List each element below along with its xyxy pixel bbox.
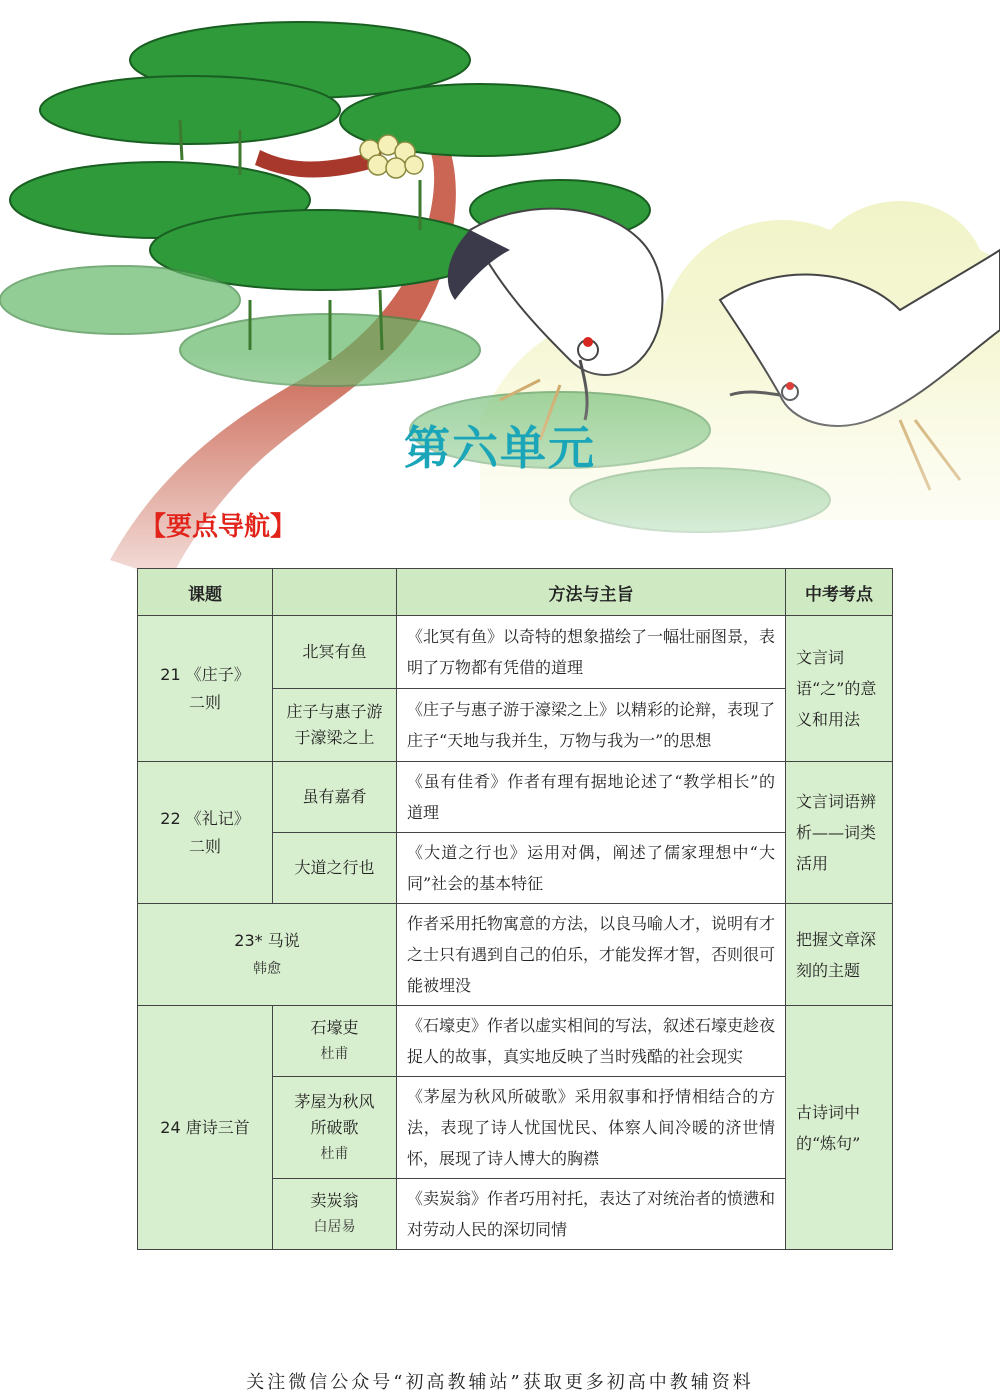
sub-title: 虽有嘉肴 xyxy=(302,787,367,806)
table-row xyxy=(138,616,893,689)
table-row xyxy=(138,1006,893,1077)
header-method: 方法与主旨 xyxy=(397,569,786,616)
desc-cell xyxy=(397,1006,786,1077)
lesson-cell xyxy=(138,762,273,904)
desc-text: 作者采用托物寓意的方法，以良马喻人才，说明有才之士只有遇到自己的伯乐，才能发挥才智，否则很可能被埋没 xyxy=(407,914,776,995)
desc-text: 《庄子与惠子游于濠梁之上》以精彩的论辩，表现了庄子“天地与我并生，万物与我为一”的思想 xyxy=(407,700,776,750)
sub-author: 杜甫 xyxy=(320,1145,349,1162)
desc-text: 《大道之行也》运用对偶，阐述了儒家理想中“大同”社会的基本特征 xyxy=(407,843,775,893)
table-row xyxy=(138,762,893,833)
sub-title: 卖炭翁 xyxy=(310,1191,359,1210)
sub-title: 庄子与惠子游于濠梁之上 xyxy=(286,702,383,747)
desc-cell xyxy=(397,689,786,762)
sub-title-cell xyxy=(273,833,397,904)
sub-title-cell xyxy=(273,616,397,689)
sub-title: 石壕吏 xyxy=(310,1018,359,1037)
exam-cell: 古诗词中的“炼句” xyxy=(786,1006,893,1250)
lesson-line: 二则 xyxy=(188,692,221,712)
desc-cell xyxy=(397,1077,786,1179)
lesson-line: 22 《礼记》 xyxy=(160,808,250,828)
desc-text: 《北冥有鱼》以奇特的想象描绘了一幅壮丽图景，表明了万物都有凭借的道理 xyxy=(407,627,776,677)
sub-title-cell xyxy=(273,762,397,833)
desc-cell xyxy=(397,762,786,833)
desc-cell xyxy=(397,833,786,904)
lesson-title: 23* 马说 xyxy=(234,930,300,950)
sub-author: 白居易 xyxy=(313,1219,356,1235)
sub-title-cell xyxy=(273,689,397,762)
table-row xyxy=(138,904,893,1006)
sub-title-cell xyxy=(273,1006,397,1077)
lesson-line: 二则 xyxy=(188,836,221,856)
sub-title-cell xyxy=(273,1077,397,1179)
sub-author: 杜甫 xyxy=(320,1046,349,1062)
unit-title: 第六单元 xyxy=(404,421,596,475)
desc-cell xyxy=(397,904,786,1006)
sub-title: 茅屋为秋风所破歌 xyxy=(294,1091,375,1137)
lesson-author: 韩愈 xyxy=(253,960,281,977)
lesson-cell xyxy=(138,904,397,1006)
header-blank xyxy=(273,569,397,616)
sub-title-cell xyxy=(273,1179,397,1250)
table-header-row xyxy=(138,569,893,616)
nav-heading: 【要点导航】 xyxy=(140,512,297,542)
header-exam: 中考考点 xyxy=(786,569,893,616)
footer-note: 关注微信公众号“初高教辅站”获取更多初高中教辅资料 xyxy=(246,1372,754,1393)
desc-text: 《茅屋为秋风所破歌》采用叙事和抒情相结合的方法，表现了诗人忧国忧民、体察人间冷暖的济世情怀，展现了诗人博大的胸襟 xyxy=(407,1087,775,1168)
lesson-cell: 24 唐诗三首 xyxy=(138,1006,273,1250)
key-points-table xyxy=(137,568,893,1250)
header-lesson: 课题 xyxy=(138,569,273,616)
desc-text: 《石壕吏》作者以虚实相间的写法，叙述石壕吏趁夜捉人的故事，真实地反映了当时残酷的社会现实 xyxy=(407,1016,776,1066)
sub-title: 大道之行也 xyxy=(294,858,375,877)
lesson-cell xyxy=(138,616,273,762)
exam-cell: 文言词语“之”的意义和用法 xyxy=(786,616,893,762)
lesson-line: 21 《庄子》 xyxy=(160,664,250,684)
desc-cell xyxy=(397,616,786,689)
exam-cell: 文言词语辨析——词类活用 xyxy=(786,762,893,904)
desc-text: 《虽有佳肴》作者有理有据地论述了“教学相长”的道理 xyxy=(407,772,775,822)
pine-and-cranes-illustration xyxy=(0,0,1000,640)
desc-text: 《卖炭翁》作者巧用衬托，表达了对统治者的愤懑和对劳动人民的深切同情 xyxy=(407,1189,776,1239)
exam-cell: 把握文章深刻的主题 xyxy=(786,904,893,1006)
sub-title: 北冥有鱼 xyxy=(302,642,367,661)
desc-cell xyxy=(397,1179,786,1250)
